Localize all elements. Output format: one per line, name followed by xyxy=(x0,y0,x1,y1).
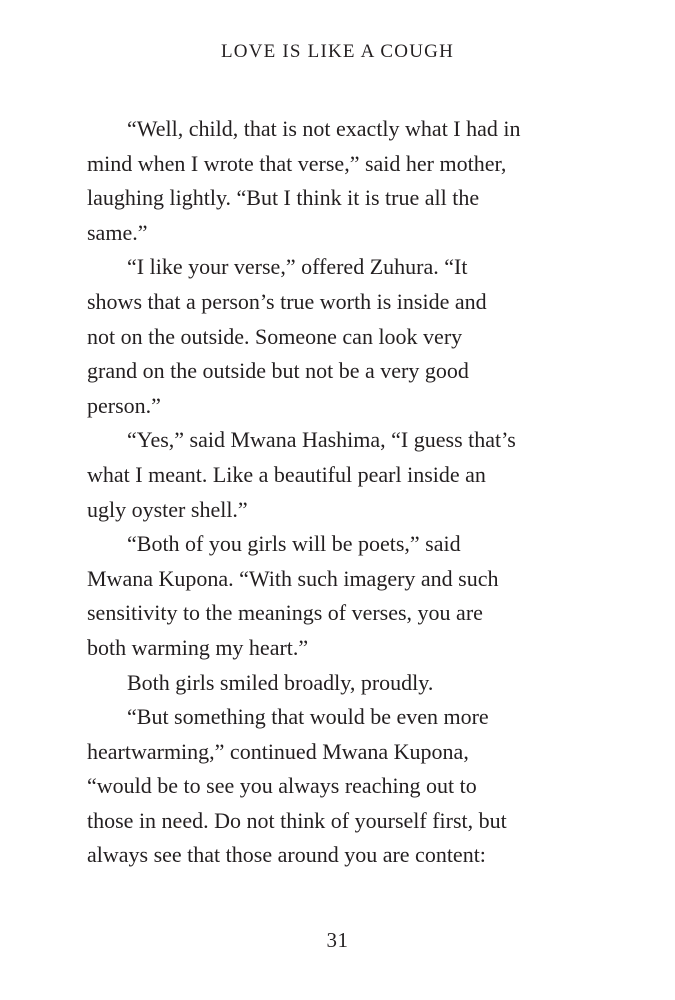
paragraph xyxy=(87,700,607,873)
text-line: laughing lightly. “But I think it is true all the xyxy=(87,185,480,211)
text-line: those in need. Do not think of yourself first, but xyxy=(87,807,507,833)
page-number: 31 xyxy=(326,928,349,952)
text-line: grand on the outside but not be a very good xyxy=(87,358,469,384)
text-line: “Yes,” said Mwana Hashima, “I guess that’s xyxy=(127,427,516,453)
text-line: what I meant. Like a beautiful pearl inside an xyxy=(87,461,486,487)
paragraph xyxy=(87,112,607,250)
text-line: “I like your verse,” offered Zuhura. “It xyxy=(127,254,468,280)
text-line: Both girls smiled broadly, proudly. xyxy=(127,669,434,695)
paragraph xyxy=(87,527,607,665)
text-line: mind when I wrote that verse,” said her mother, xyxy=(87,150,507,176)
text-line: both warming my heart.” xyxy=(87,634,309,660)
text-line: “Well, child, that is not exactly what I had in xyxy=(127,116,521,141)
running-head: LOVE IS LIKE A COUGH xyxy=(221,41,454,62)
paragraph xyxy=(87,250,607,423)
paragraph xyxy=(87,423,607,527)
text-line: “Both of you girls will be poets,” said xyxy=(127,531,461,557)
text-line: “would be to see you always reaching out to xyxy=(87,773,477,799)
text-line: shows that a person’s true worth is inside and xyxy=(87,288,487,314)
text-line: ugly oyster shell.” xyxy=(87,496,248,522)
text-line: person.” xyxy=(87,392,161,418)
text-line: same.” xyxy=(87,219,148,245)
paragraph xyxy=(87,666,607,701)
text-line: “But something that would be even more xyxy=(127,704,489,730)
body-text xyxy=(87,112,607,873)
text-line: Mwana Kupona. “With such imagery and such xyxy=(87,565,499,591)
text-line: heartwarming,” continued Mwana Kupona, xyxy=(87,738,469,764)
text-line: sensitivity to the meanings of verses, you are xyxy=(87,600,483,626)
text-line: not on the outside. Someone can look very xyxy=(87,323,463,349)
text-line: always see that those around you are content: xyxy=(87,842,486,868)
